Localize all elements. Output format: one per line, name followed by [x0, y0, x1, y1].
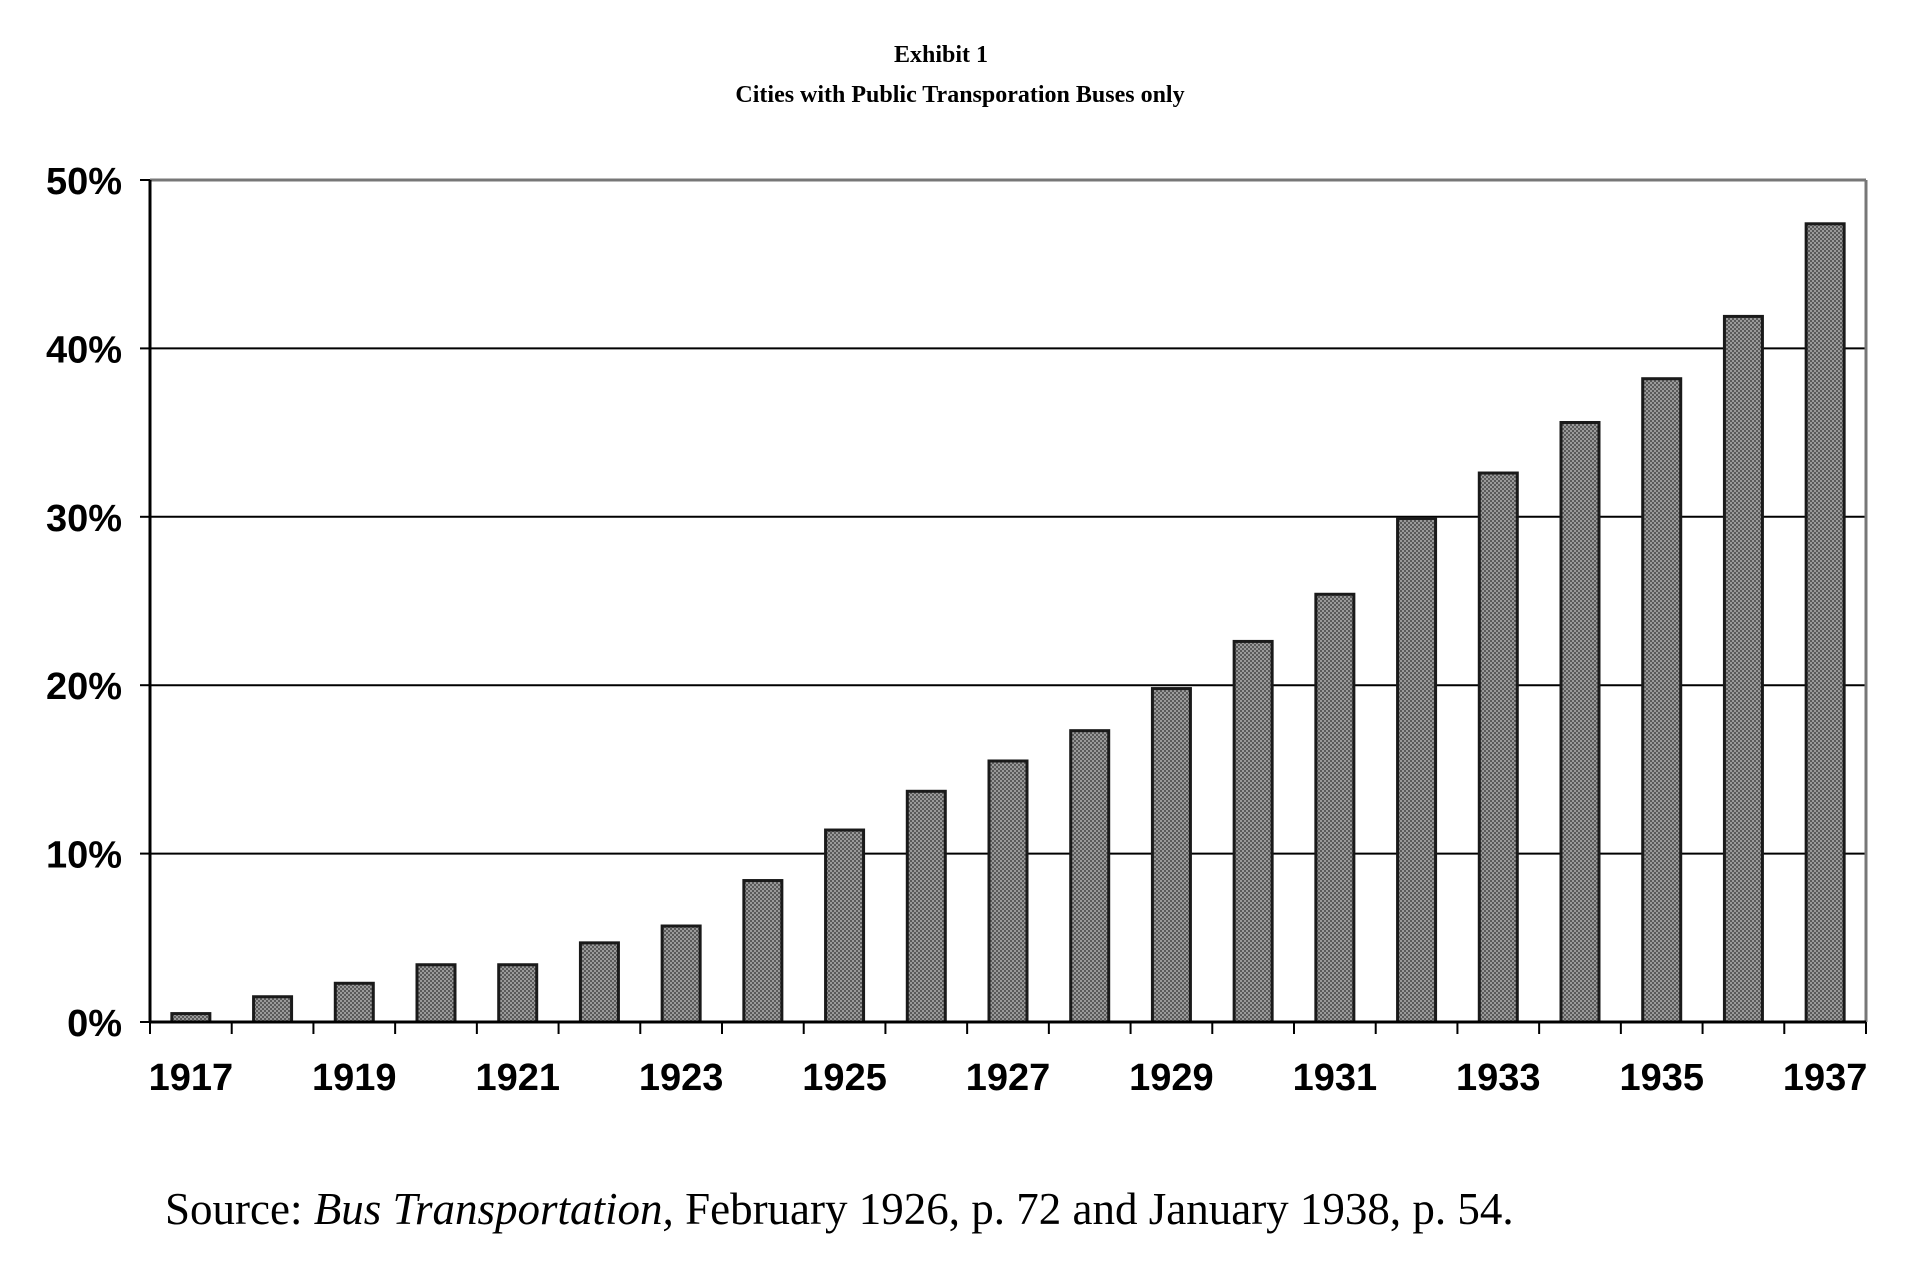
bar-1929	[1152, 689, 1190, 1022]
bar-1932	[1398, 518, 1436, 1022]
bars	[172, 224, 1844, 1022]
bar-1919	[335, 983, 373, 1022]
y-tick-label: 10%	[45, 834, 122, 877]
x-axis-ticks	[149, 1022, 1868, 1099]
x-tick-label-1929: 1929	[1129, 1057, 1214, 1099]
bar-1923	[662, 926, 700, 1022]
bar-1926	[907, 791, 945, 1022]
bar-1931	[1316, 594, 1354, 1022]
x-tick-label-1927: 1927	[965, 1057, 1051, 1099]
bar-1921	[499, 965, 537, 1022]
y-tick-label: 30%	[45, 497, 122, 540]
bar-1924	[744, 881, 782, 1022]
y-tick-label: 0%	[67, 1003, 122, 1045]
y-axis-ticks	[46, 161, 150, 1045]
bar-1920	[417, 965, 455, 1022]
x-tick-label-1921: 1921	[475, 1057, 560, 1099]
bar-1933	[1479, 473, 1517, 1022]
x-tick-label-1933: 1933	[1456, 1057, 1541, 1099]
bar-1930	[1234, 641, 1272, 1022]
y-tick-label: 40%	[45, 329, 122, 372]
bar-1925	[826, 830, 864, 1022]
source-note	[165, 1184, 1514, 1234]
gridlines	[150, 180, 1866, 854]
x-tick-label-1923: 1923	[638, 1057, 724, 1099]
bar-1927	[989, 761, 1027, 1022]
bar-1935	[1643, 379, 1681, 1022]
x-tick-label-1935: 1935	[1619, 1057, 1704, 1099]
bar-1936	[1724, 316, 1762, 1022]
x-tick-label-1931: 1931	[1292, 1057, 1378, 1099]
source-publication: Bus Transportation,	[313, 1184, 674, 1234]
bar-1934	[1561, 422, 1599, 1022]
chart-subtitle: Cities with Public Transporation Buses only	[735, 82, 1185, 108]
x-tick-label-1937: 1937	[1782, 1057, 1868, 1099]
bar-1937	[1806, 224, 1844, 1022]
y-tick-label: 50%	[45, 161, 122, 203]
bar-1928	[1071, 731, 1109, 1022]
x-tick-label-1917: 1917	[148, 1057, 234, 1099]
y-tick-label: 20%	[45, 666, 122, 709]
bar-1918	[254, 997, 292, 1022]
chart-title: Exhibit 1	[893, 42, 989, 68]
x-tick-label-1925: 1925	[802, 1057, 887, 1099]
bar-1922	[580, 943, 618, 1022]
source-suffix: February 1926, p. 72 and January 1938, p. 54.	[685, 1184, 1514, 1234]
x-tick-label-1919: 1919	[312, 1057, 397, 1099]
source-prefix: Source:	[165, 1184, 314, 1234]
